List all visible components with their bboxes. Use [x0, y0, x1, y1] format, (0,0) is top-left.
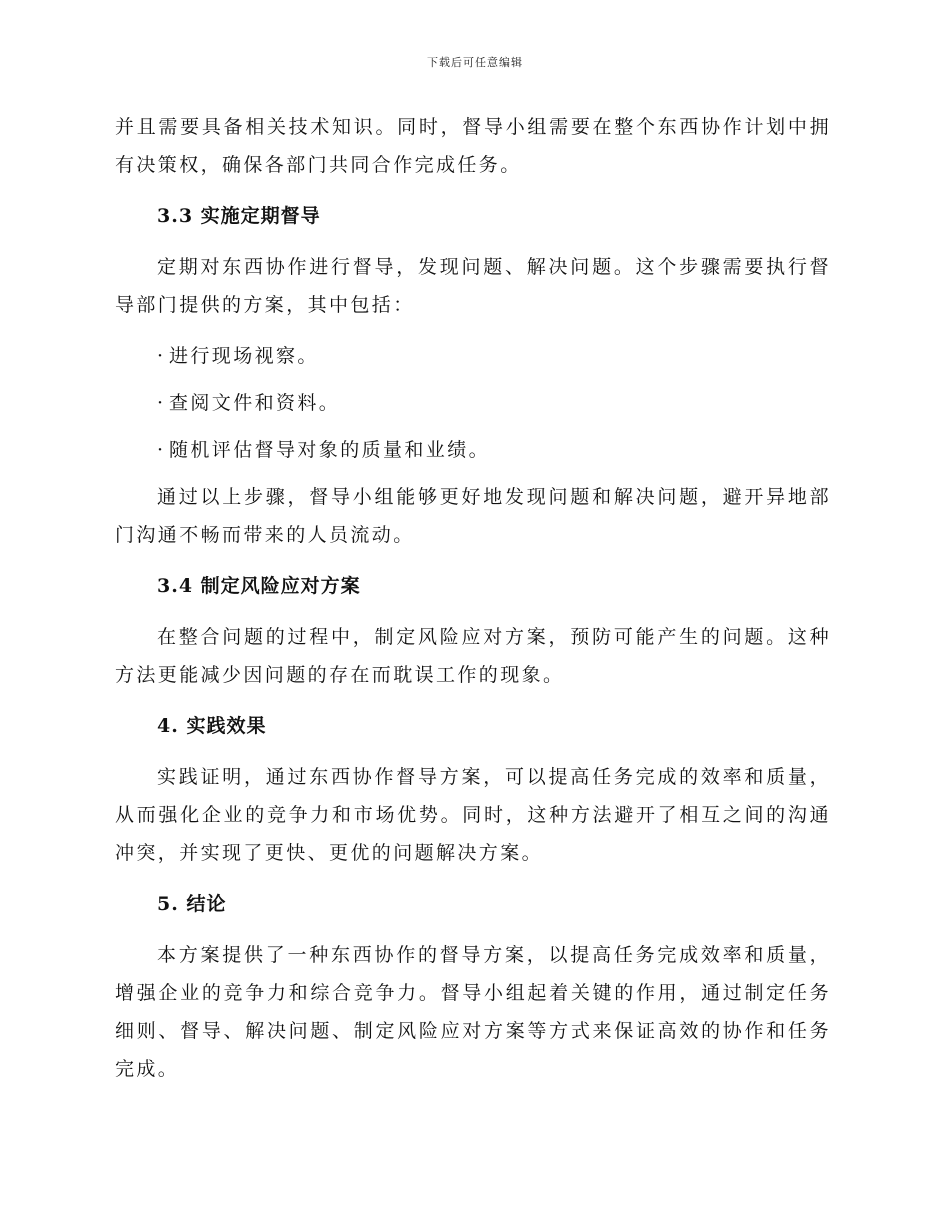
bullet-mark: ·: [157, 439, 166, 461]
bullet-item-random-evaluation: [115, 431, 831, 469]
section-heading-4: 4. 实践效果: [157, 715, 267, 737]
section-heading-3-3: 3.3 实施定期督导: [157, 205, 321, 227]
section-heading-5: 5. 结论: [157, 893, 227, 915]
paragraph-steps-summary: 通过以上步骤，督导小组能够更好地发现问题和解决问题，避开异地部门沟通不畅而带来的人员流动。: [115, 486, 831, 546]
section-heading-3-4: 3.4 制定风险应对方案: [157, 575, 361, 597]
page-header-note: 下载后可任意编辑: [427, 56, 523, 69]
bullet-mark: ·: [157, 345, 166, 367]
bullet-text: 随机评估督导对象的质量和业绩。: [169, 439, 491, 461]
paragraph-continued: 并且需要具备相关技术知识。同时，督导小组需要在整个东西协作计划中拥有决策权，确保各部门共同合作完成任务。: [115, 116, 831, 176]
bullet-item-review-documents: [115, 384, 831, 422]
bullet-mark: ·: [157, 392, 166, 414]
paragraph-risk-plan: 在整合问题的过程中，制定风险应对方案，预防可能产生的问题。这种方法更能减少因问题的存在而耽误工作的现象。: [115, 626, 831, 686]
bullet-text: 查阅文件和资料。: [169, 392, 341, 414]
document-body: [115, 108, 831, 1101]
bullet-text: 进行现场视察。: [169, 345, 319, 367]
paragraph-conclusion: 本方案提供了一种东西协作的督导方案，以提高任务完成效率和质量，增强企业的竞争力和综合竞争力。督导小组起着关键的作用，通过制定任务细则、督导、解决问题、制定风险应对方案等方式来保证高效的协作和任务完成。: [115, 944, 831, 1080]
paragraph-practice-results: 实践证明，通过东西协作督导方案，可以提高任务完成的效率和质量，从而强化企业的竞争力和市场优势。同时，这种方法避开了相互之间的沟通冲突，并实现了更快、更优的问题解决方案。: [115, 766, 831, 864]
bullet-item-site-inspection: [115, 337, 831, 375]
paragraph-regular-supervision: 定期对东西协作进行督导，发现问题、解决问题。这个步骤需要执行督导部门提供的方案，其中包括：: [115, 256, 831, 316]
